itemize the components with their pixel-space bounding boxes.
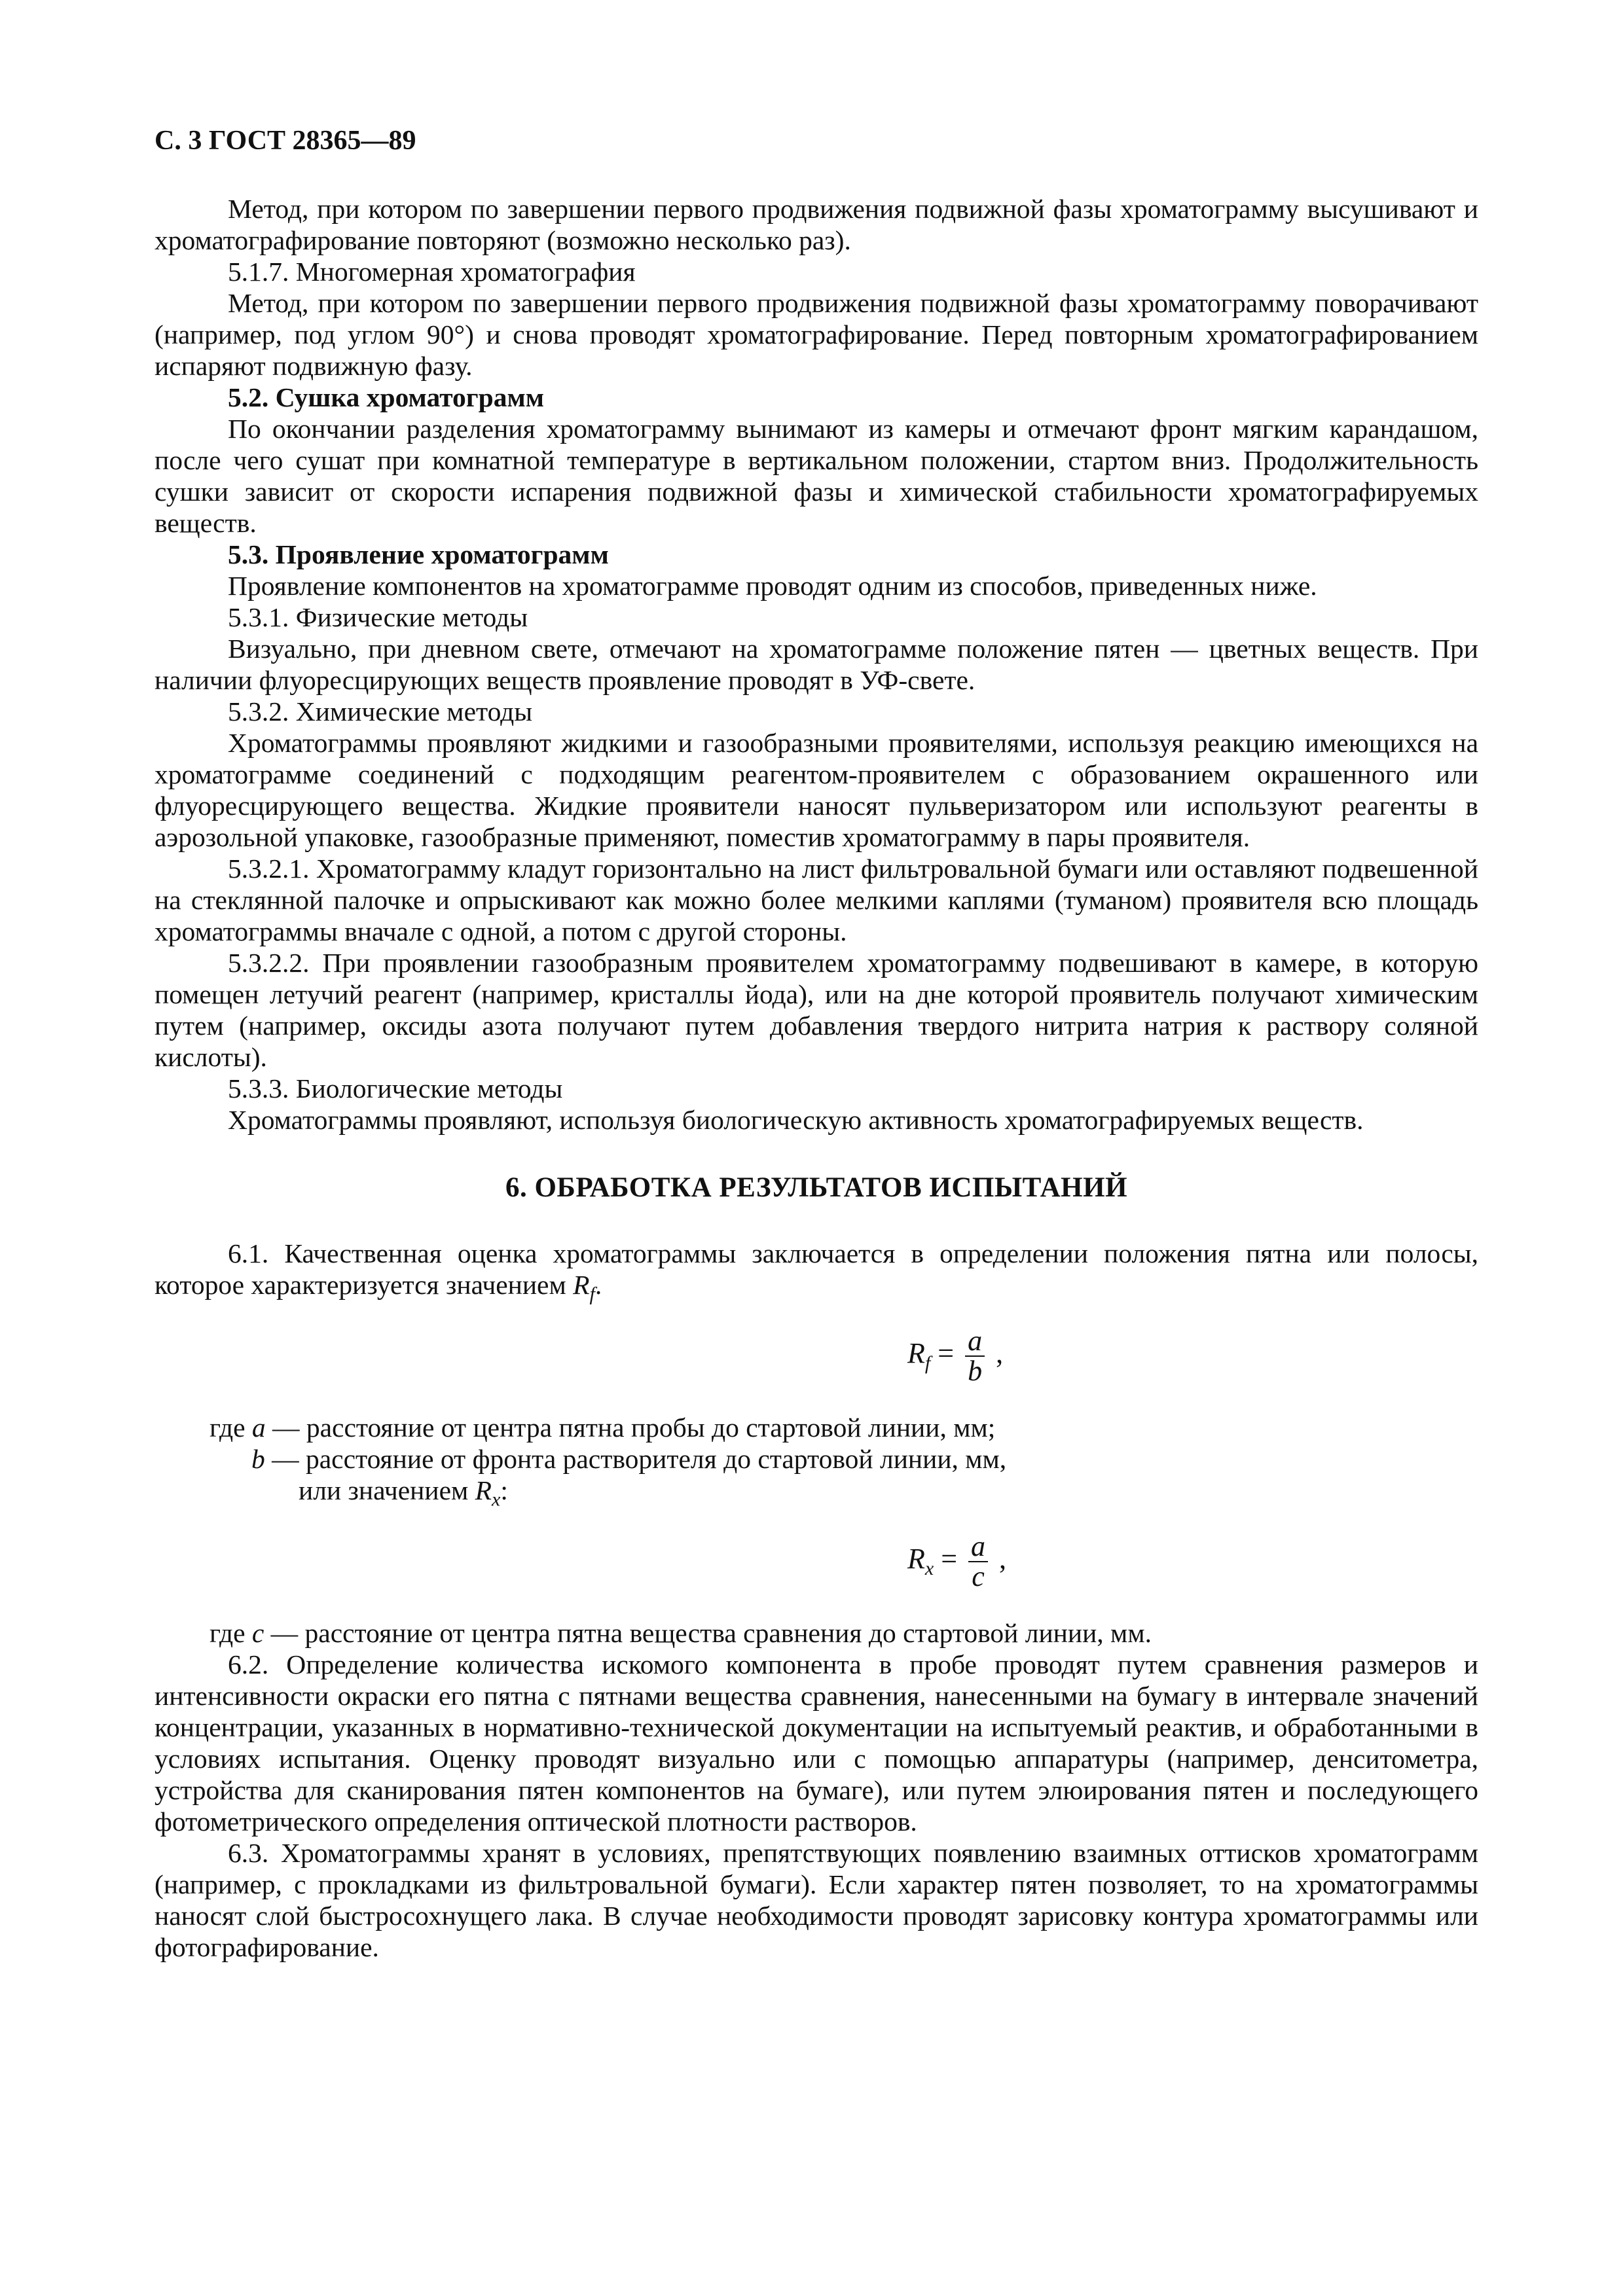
- paragraph-6-2: 6.2. Определение количества искомого компонента в пробе проводят путем сравнения размеров и интенсивности окраски его пятна с пятнами вещества сравнения, нанесенными на бумагу в интервале значений концентрации, указанных в нормативно-технической документации на испытуемый реактив, и обработанными в условиях испытания. Оценку проводят визуально или с помощью аппаратуры (например, денситометра, устройства для сканирования пятен компонентов на бумаге), или путем элюирования пятен и последующего фотометрического определения оптической плотности растворов.: [155, 1649, 1478, 1837]
- paragraph: Хроматограммы проявляют жидкими и газообразными проявителями, используя реакцию имеющихся на хроматограмме соединений с подходящим реагентом-проявителем с образованием окрашенного или флуоресцирующего вещества. Жидкие проявители наносят пульверизатором или используют реагенты в аэрозольной упаковке, газообразные применяют, поместив хроматограмму в пары проявителя.: [155, 728, 1478, 852]
- paragraph: Проявление компонентов на хроматограмме проводят одним из способов, приведенных ниже.: [228, 571, 1317, 601]
- section-heading-5-2: 5.2. Сушка хроматограмм: [228, 382, 545, 412]
- subsection-heading-5-3-1: 5.3.1. Физические методы: [228, 602, 528, 632]
- formula-rf: [155, 1320, 1478, 1386]
- legend-var: b: [251, 1444, 265, 1474]
- denominator: b: [968, 1355, 983, 1387]
- numerator: a: [968, 1532, 988, 1562]
- legend-var: c: [251, 1618, 264, 1648]
- legend-text: или значением: [299, 1475, 475, 1505]
- document-body: [155, 193, 1478, 1963]
- formula-eq: =: [934, 1543, 965, 1575]
- paragraph: Метод, при котором по завершении первого продвижения подвижной фазы хроматограмму высушивают и хроматографирование повторяют (возможно несколько раз).: [155, 194, 1478, 255]
- formula-lhs: R: [907, 1543, 925, 1575]
- legend-a: [155, 1412, 1478, 1443]
- legend-var: a: [251, 1412, 266, 1443]
- legend-tail: :: [500, 1475, 508, 1505]
- legend-gde: где: [210, 1618, 246, 1648]
- paragraph: Хроматограммы проявляют, используя биологическую активность хроматографируемых веществ.: [228, 1105, 1364, 1135]
- paragraph-text: 6.1. Качественная оценка хроматограммы заключается в определении положения пятна или полосы, которое характеризуется значением: [155, 1238, 1478, 1300]
- formula-lhs-sub: x: [924, 1557, 934, 1579]
- legend-b: [155, 1443, 1478, 1475]
- fraction: [968, 1532, 988, 1591]
- page-header: С. 3 ГОСТ 28365—89: [155, 126, 416, 156]
- legend-or: [155, 1475, 1478, 1511]
- formula-tail: ,: [992, 1543, 1007, 1575]
- rf-subscript: f: [589, 1283, 595, 1305]
- legend-text: — расстояние от фронта растворителя до стартовой линии, мм,: [264, 1444, 1007, 1474]
- paragraph: По окончании разделения хроматограмму вынимают из камеры и отмечают фронт мягким карандашом, после чего сушат при комнатной температуре в вертикальном положении, стартом вниз. Продолжительность сушки зависит от скорости испарения подвижной фазы и химической стабильности хроматографируемых веществ.: [155, 414, 1478, 538]
- section-heading-5-3: 5.3. Проявление хроматограмм: [228, 539, 609, 569]
- formula-lhs-sub: f: [924, 1352, 931, 1374]
- subsection-heading-5-3-3: 5.3.3. Биологические методы: [228, 1073, 563, 1103]
- rx-symbol: R: [475, 1475, 492, 1505]
- paragraph-6-1: [155, 1238, 1478, 1305]
- formula-tail: ,: [989, 1337, 1004, 1370]
- section-title-6: 6. ОБРАБОТКА РЕЗУЛЬТАТОВ ИСПЫТАНИЙ: [505, 1172, 1128, 1203]
- legend-text: — расстояние от центра пятна вещества сравнения до стартовой линии, мм.: [264, 1618, 1152, 1648]
- paragraph: 5.3.2.2. При проявлении газообразным проявителем хроматограмму подвешивают в камере, в которую помещен летучий реагент (например, кристаллы йода), или на дне которой проявитель получают химическим путем (например, оксиды азота получают путем добавления твердого нитрита натрия к раствору соляной кислоты).: [155, 948, 1478, 1072]
- legend-c: [155, 1617, 1478, 1649]
- subsection-heading-5-3-2: 5.3.2. Химические методы: [228, 696, 533, 726]
- legend-gde: где: [210, 1412, 246, 1443]
- formula-eq: =: [930, 1337, 962, 1370]
- formula-rx: [155, 1526, 1478, 1591]
- paragraph-6-3: 6.3. Хроматограммы хранят в условиях, препятствующих появлению взаимных оттисков хроматограмм (например, с прокладками из фильтровальной бумаги). Если характер пятен позволяет, то на хроматограммы наносят слой быстросохнущего лака. В случае необходимости проводят зарисовку контура хроматограммы или фотографирование.: [155, 1838, 1478, 1962]
- period: .: [594, 1270, 602, 1300]
- formula-lhs: R: [907, 1337, 925, 1370]
- numerator: a: [965, 1327, 985, 1357]
- denominator: c: [972, 1560, 985, 1592]
- rx-subscript: x: [492, 1488, 501, 1511]
- paragraph: Метод, при котором по завершении первого продвижения подвижной фазы хроматограмму поворачивают (например, под углом 90°) и снова проводят хроматографирование. Перед повторным хроматографированием испаряют подвижную фазу.: [155, 288, 1478, 381]
- fraction: [965, 1327, 985, 1386]
- paragraph: 5.3.2.1. Хроматограмму кладут горизонтально на лист фильтровальной бумаги или оставляют подвешенной на стеклянной палочке и опрыскивают как можно более мелкими каплями (туманом) проявителя всю площадь хроматограммы вначале с одной, а потом с другой стороны.: [155, 853, 1478, 946]
- subsection-heading-5-1-7: 5.1.7. Многомерная хроматография: [228, 257, 636, 287]
- paragraph: Визуально, при дневном свете, отмечают на хроматограмме положение пятен — цветных веществ. При наличии флуоресцирующих веществ проявление проводят в УФ-свете.: [155, 634, 1478, 695]
- legend-text: — расстояние от центра пятна пробы до стартовой линии, мм;: [265, 1412, 996, 1443]
- rf-symbol: R: [573, 1270, 590, 1300]
